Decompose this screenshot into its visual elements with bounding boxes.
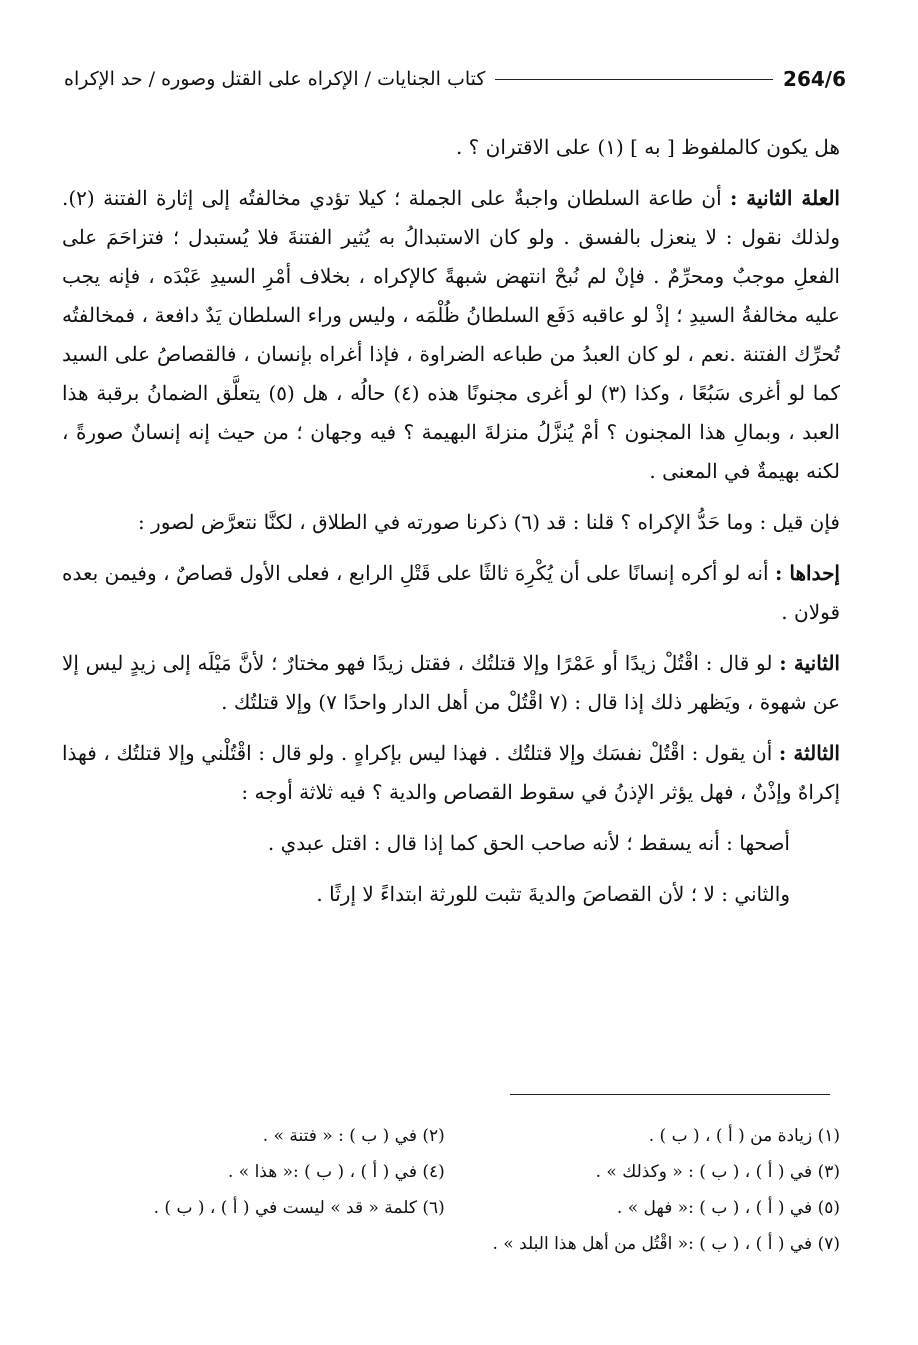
paragraph-lead: الثانية :	[779, 651, 840, 675]
running-header	[64, 62, 846, 96]
footnote-row	[80, 1190, 840, 1226]
header-rule	[495, 79, 773, 80]
paragraph	[62, 128, 840, 167]
paragraph	[62, 179, 840, 491]
paragraph-lead: إحداها :	[774, 561, 840, 585]
paragraph-lead: الثالثة :	[778, 741, 840, 765]
paragraph-text: أن طاعة السلطان واجبةٌ على الجملة ؛ كيلا تؤدي مخالفتُه إلى إثارة الفتنة (٢). ولذلك نقول : لا ينعزل بالفسق . ولو كان الاستبدالُ به يُثير الفتنةَ فلا يُستبدل ؛ فتزاحَمَ على الفعلِ موجبٌ ومحرِّمٌ . فإنْ لم نُبحْ انتهض شبهةً كالإكراه ، بخلاف أمْرِ السيدِ عَبْدَه ، فإنه يجب عليه مخالفةُ السيدِ ؛ إذْ لو عاقبه دَفَع السلطانُ ظُلْمَه ، وليس وراء السلطان يَدٌ دافعة ، فمخالفتُه تُحرِّك الفتنة .نعم ، لو كان العبدُ من طباعه الضراوة ، فإذا أغراه بإنسان ، فالقصاصُ على السيد كما لو أغرى سَبُعًا ، وكذا (٣) لو أغرى مجنونًا هذه (٤) حالُه ، هل (٥) يتعلَّق الضمانُ برقبة هذا العبد ، وبمالِ هذا المجنون ؟ أمْ يُنزَّلُ منزلةَ البهيمة ؟ فيه وجهان ؛ من حيث إنه إنسانٌ صورةً ، لكنه بهيمةٌ في المعنى .	[62, 186, 840, 483]
paragraph-text: لو قال : اقْتُلْ زيدًا أو عَمْرًا وإلا قتلتُك ، فقتل زيدًا فهو مختارٌ ؛ لأنَّ مَيْلَه إلى زيدٍ ليس إلا عن شهوة ، ويَظهر ذلك إذا قال : (٧ اقْتُلْ من أهل الدار واحدًا ٧) وإلا قتلتُك .	[62, 651, 840, 714]
footnote-row	[80, 1226, 840, 1262]
paragraph-lead: العلة الثانية :	[729, 186, 840, 210]
paragraph	[62, 875, 840, 914]
footnote: (١) زيادة من ( أ ) ، ( ب ) .	[648, 1126, 840, 1146]
paragraph-text: أنه لو أكره إنسانًا على أن يُكْرِهَ ثالثًا على قَتْلِ الرابع ، فعلى الأول قصاصٌ ، وفيمن بعده قولان .	[62, 561, 840, 624]
paragraph	[62, 824, 840, 863]
paragraph-text: فإن قيل : وما حَدُّ الإكراه ؟ قلنا : قد (٦) ذكرنا صورته في الطلاق ، لكنَّا نتعرَّض لصور :	[137, 510, 840, 534]
footnote: (٣) في ( أ ) ، ( ب ) : « وكذلك » .	[595, 1162, 840, 1182]
paragraph-text: أن يقول : اقْتُلْ نفسَك وإلا قتلتُك . فهذا ليس بإكراهٍ . ولو قال : اقْتُلْني وإلا قتلتُك ، فهذا إكراهٌ وإذْنٌ ، فهل يؤثر الإذنُ في سقوط القصاص والدية ؟ فيه ثلاثة أوجه :	[62, 741, 840, 804]
paragraph-text: هل يكون كالملفوظ [ به ] (١) على الاقتران ؟ .	[455, 135, 840, 159]
footnote: (٦) كلمة « قد » ليست في ( أ ) ، ( ب ) .	[153, 1198, 445, 1218]
footnote: (٢) في ( ب ) : « فتنة » .	[262, 1126, 445, 1146]
page-number: 264/6	[783, 67, 846, 91]
paragraph	[62, 644, 840, 722]
main-text	[62, 128, 840, 926]
footnote: (٧) في ( أ ) ، ( ب ) :« اقْتُل من أهل هذا البلد » .	[492, 1234, 840, 1254]
paragraph-text: أصحها : أنه يسقط ؛ لأنه صاحب الحق كما إذا قال : اقتل عبدي .	[267, 831, 790, 855]
footnotes	[80, 1118, 840, 1262]
footnote: (٥) في ( أ ) ، ( ب ) :« فهل » .	[616, 1198, 840, 1218]
paragraph	[62, 734, 840, 812]
paragraph	[62, 503, 840, 542]
running-title: كتاب الجنايات / الإكراه على القتل وصوره / حد الإكراه	[64, 68, 486, 90]
paragraph-text: والثاني : لا ؛ لأن القصاصَ والديةَ تثبت للورثة ابتداءً لا إرثًا .	[316, 882, 790, 906]
footnote-row	[80, 1154, 840, 1190]
footnote-row	[80, 1118, 840, 1154]
footnote-separator	[510, 1094, 830, 1095]
footnote: (٤) في ( أ ) ، ( ب ) :« هذا » .	[227, 1162, 445, 1182]
paragraph	[62, 554, 840, 632]
